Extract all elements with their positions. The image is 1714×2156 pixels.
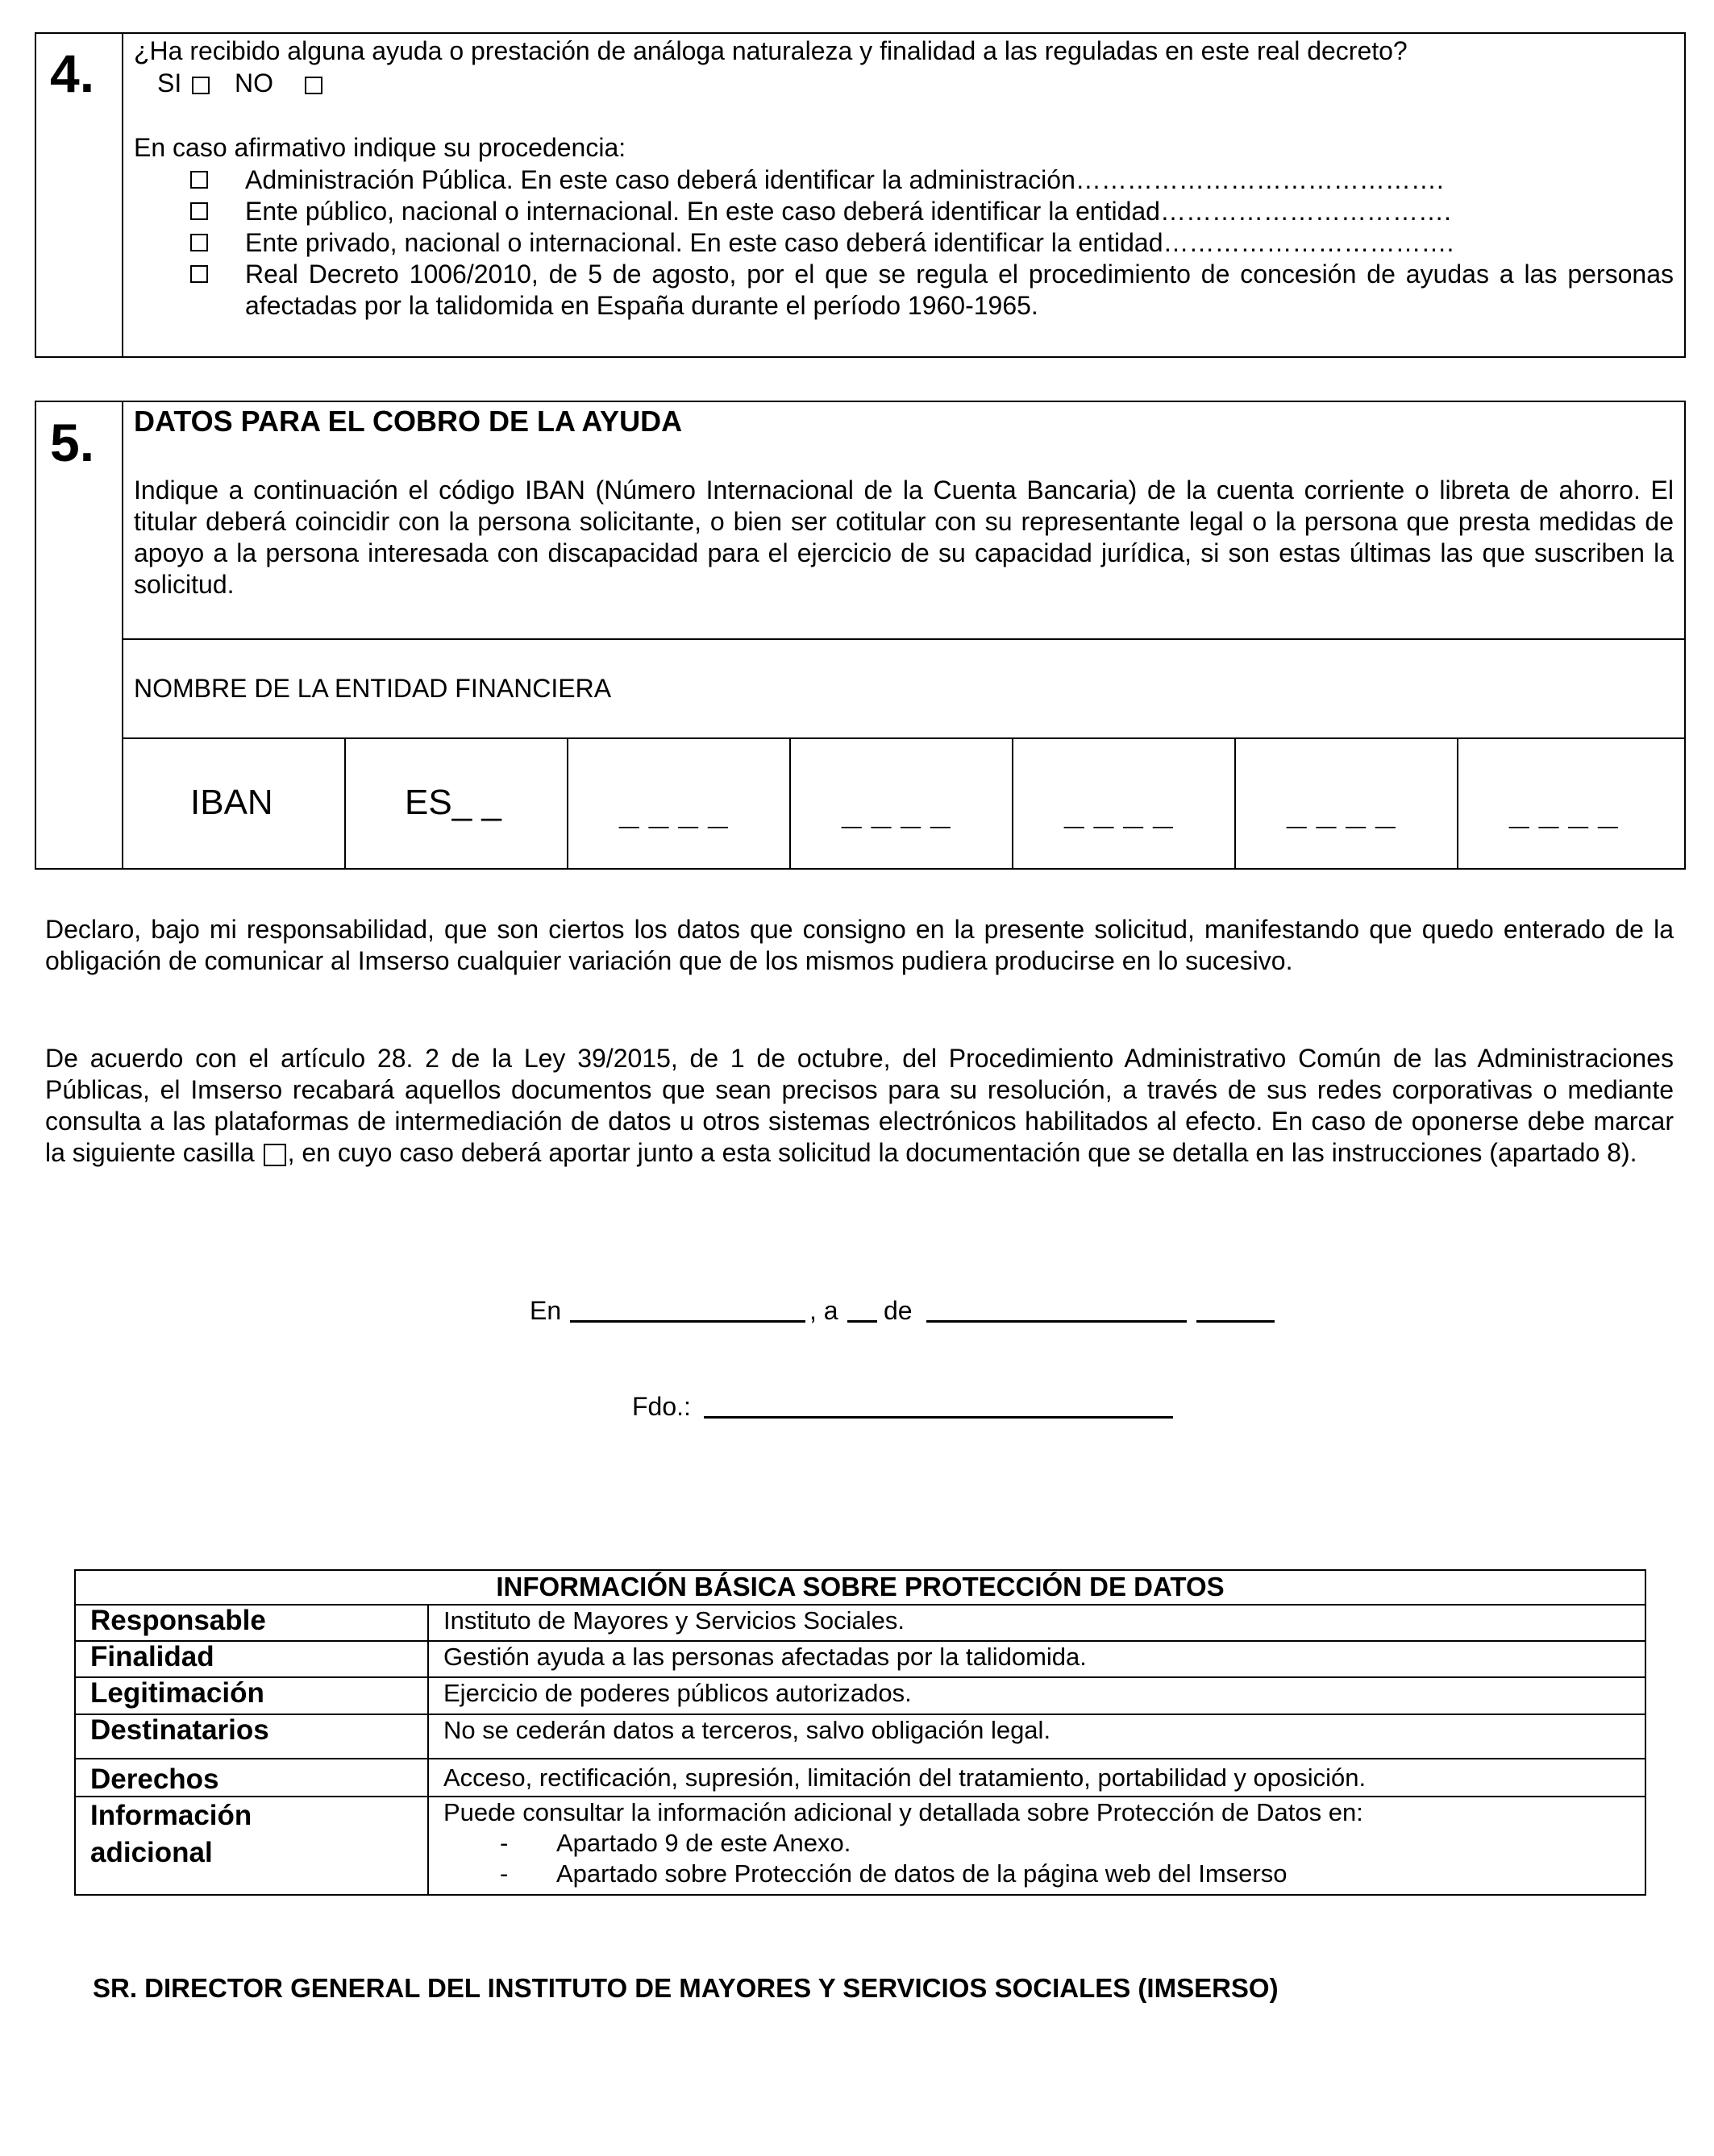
extra-item-1-text: Apartado 9 de este Anexo. xyxy=(556,1829,851,1857)
section-5-description: Indique a continuación el código IBAN (Número Internacional de la Cuenta Bancaria) de la cuenta corriente o libreta de ahorro. El titular deberá coincidir con la persona solicitante, o bien ser cotitular con su representante legal o la persona que presta medidas de apoyo a la persona interesada con discapacidad para el ejercicio de su capacidad jurídica, si son estas últimas las que suscriben la solicitud. xyxy=(134,476,1674,599)
opposition-checkbox[interactable] xyxy=(264,1144,286,1166)
iban-sep-4 xyxy=(1012,737,1013,870)
extra-intro: Puede consultar la información adicional y detallada sobre Protección de Datos en: xyxy=(443,1798,1363,1826)
consent-text-after: , en cuyo caso deberá aportar junto a esta solicitud la documentación que se detalla en las instrucciones (apartado 8). xyxy=(287,1138,1637,1167)
no-checkbox[interactable] xyxy=(305,77,322,94)
section-4-question: ¿Ha recibido alguna ayuda o prestación de análoga naturaleza y finalidad a las reguladas en este real decreto? xyxy=(134,36,1408,65)
data-protection-title: INFORMACIÓN BÁSICA SOBRE PROTECCIÓN DE DATOS xyxy=(75,1570,1645,1605)
consent-text-before: De acuerdo con el artículo 28. 2 de la Ley 39/2015, de 1 de octubre, del Procedimiento Administrativo Común de las Administraciones Públicas, el Imserso recabará aquellos documentos que sean precisos para su resolución, a través de sus redes corporativas o mediante consulta a las plataformas de intermediación de datos u otros sistemas electrónicos habilitados al efecto. En caso de oponerse debe marcar la siguiente casilla xyxy=(45,1044,1674,1167)
extra-item-2-text: Apartado sobre Protección de datos de la página web del Imserso xyxy=(556,1859,1288,1888)
iban-group-4[interactable]: _ _ _ _ xyxy=(1287,792,1396,832)
iban-country-field[interactable]: ES_ _ xyxy=(405,783,501,822)
section-4-divider xyxy=(122,32,123,358)
table-row xyxy=(75,1714,1645,1759)
yes-no-row xyxy=(157,68,322,99)
iban-group-5[interactable]: _ _ _ _ xyxy=(1509,792,1618,832)
bullet: - xyxy=(500,1829,509,1857)
section-5-title: DATOS PARA EL COBRO DE LA AYUDA xyxy=(134,405,683,438)
row-label-destinatarios: Destinatarios xyxy=(75,1714,428,1759)
label-line-2: adicional xyxy=(90,1837,213,1868)
table-row xyxy=(75,1797,1645,1895)
bank-name-field[interactable] xyxy=(685,645,1677,733)
row-label-responsable: Responsable xyxy=(75,1605,428,1641)
place-field[interactable] xyxy=(570,1320,805,1323)
row-value-legitimacion: Ejercicio de poderes públicos autorizados. xyxy=(428,1677,1645,1714)
origin-intro: En caso afirmativo indique su procedencia: xyxy=(134,133,626,162)
option-2-checkbox[interactable] xyxy=(190,202,208,220)
iban-group-2[interactable]: _ _ _ _ xyxy=(842,792,951,832)
row-value-informacion-adicional xyxy=(428,1797,1645,1895)
iban-sep-3 xyxy=(789,737,791,870)
row-label-informacion-adicional xyxy=(75,1797,428,1895)
table-row xyxy=(75,1677,1645,1714)
bank-name-label: NOMBRE DE LA ENTIDAD FINANCIERA xyxy=(134,674,612,703)
year-field[interactable] xyxy=(1196,1320,1275,1323)
label-line-1: Información xyxy=(90,1800,252,1831)
iban-sep-6 xyxy=(1457,737,1458,870)
data-protection-table xyxy=(74,1569,1646,1896)
section-5-divider xyxy=(122,401,123,870)
extra-item-1 xyxy=(443,1828,1630,1859)
consent-paragraph xyxy=(45,1043,1674,1169)
iban-row-top-border xyxy=(122,737,1686,739)
declaration-text: Declaro, bajo mi responsabilidad, que son ciertos los datos que consigno en la presente solicitud, manifestando que quedo enterado de la obligación de comunicar al Imserso cualquier variación que de los mismos pudiera producirse en lo sucesivo. xyxy=(45,915,1674,975)
option-3-text: Ente privado, nacional o internacional. En este caso deberá identificar la entidad……………………………. xyxy=(245,228,1454,257)
table-row xyxy=(75,1641,1645,1677)
row-value-destinatarios: No se cederán datos a terceros, salvo obligación legal. xyxy=(428,1714,1645,1759)
option-1-text: Administración Pública. En este caso deberá identificar la administración……………………………………. xyxy=(245,165,1444,194)
row-value-responsable: Instituto de Mayores y Servicios Sociales. xyxy=(428,1605,1645,1641)
row-label-derechos: Derechos xyxy=(75,1759,428,1797)
row-label-finalidad: Finalidad xyxy=(75,1641,428,1677)
option-4-text: Real Decreto 1006/2010, de 5 de agosto, por el que se regula el procedimiento de concesión de ayudas a las personas afectadas por la talidomida en España durante el período 1960-1965. xyxy=(245,260,1674,320)
place-prefix: En xyxy=(530,1296,562,1325)
section-5-number: 5. xyxy=(50,413,95,472)
option-1-checkbox[interactable] xyxy=(190,171,208,189)
iban-sep-2 xyxy=(567,737,568,870)
row-label-legitimacion: Legitimación xyxy=(75,1677,428,1714)
row-value-finalidad: Gestión ayuda a las personas afectadas por la talidomida. xyxy=(428,1641,1645,1677)
iban-group-3[interactable]: _ _ _ _ xyxy=(1064,792,1173,832)
signature-field[interactable] xyxy=(704,1416,1173,1419)
iban-sep-5 xyxy=(1234,737,1236,870)
row-value-derechos: Acceso, rectificación, supresión, limitación del tratamiento, portabilidad y oposición. xyxy=(428,1759,1645,1797)
bank-row-top-border xyxy=(122,638,1686,640)
table-row xyxy=(75,1605,1645,1641)
section-4-number: 4. xyxy=(50,44,95,103)
yes-checkbox[interactable] xyxy=(192,77,210,94)
data-protection-title-row xyxy=(75,1570,1645,1605)
addressee: SR. DIRECTOR GENERAL DEL INSTITUTO DE MAYORES Y SERVICIOS SOCIALES (IMSERSO) xyxy=(93,1973,1279,2003)
month-field[interactable] xyxy=(926,1320,1187,1323)
iban-label: IBAN xyxy=(190,783,273,822)
iban-sep-1 xyxy=(344,737,346,870)
signed-label: Fdo.: xyxy=(632,1392,691,1421)
date-sep-a: , a xyxy=(809,1296,838,1325)
option-4-checkbox[interactable] xyxy=(190,265,208,283)
table-row xyxy=(75,1759,1645,1797)
day-field[interactable] xyxy=(847,1320,877,1323)
option-2-text: Ente público, nacional o internacional. En este caso deberá identificar la entidad……………………………. xyxy=(245,197,1451,226)
no-label: NO xyxy=(235,69,274,98)
bullet: - xyxy=(500,1859,509,1888)
option-3-checkbox[interactable] xyxy=(190,234,208,251)
date-sep-de: de xyxy=(884,1296,913,1325)
yes-label: SI xyxy=(157,69,182,98)
extra-item-2 xyxy=(443,1859,1630,1889)
iban-group-1[interactable]: _ _ _ _ xyxy=(619,792,728,832)
